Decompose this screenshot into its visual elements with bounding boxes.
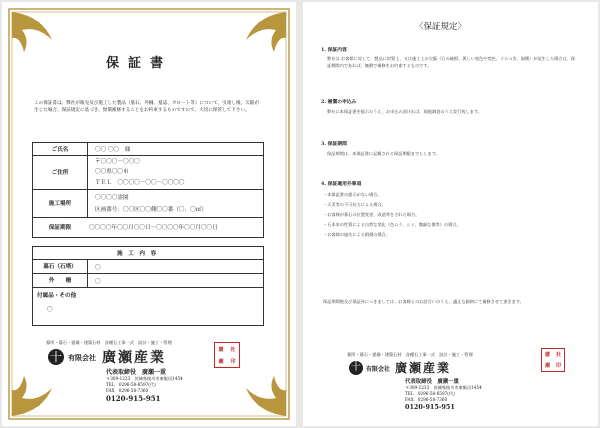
name-label: ご氏名 xyxy=(33,143,88,155)
section-4-heading: 4. 保証適用外事項 xyxy=(321,181,362,187)
fence-label: 外 柵 xyxy=(33,273,88,287)
section-2-heading: 2. 補償の申込み xyxy=(321,99,357,105)
postal-code: 〒〇〇〇－〇〇〇 xyxy=(95,159,140,165)
section-1-heading: 1. 保証内容 xyxy=(321,47,347,53)
company-address: 〒309-1233 茨城県桜川市東飯田1454 xyxy=(106,376,183,381)
company-representative-right: 代表取締役 廣瀬一重 xyxy=(405,379,459,385)
company-prefix: 有限会社 xyxy=(68,353,96,362)
company-seal: 廣 社 瀬 印 xyxy=(214,342,240,368)
company-name: 廣瀬産業 xyxy=(102,350,166,366)
company-fax: FAX 0296-58-7360 xyxy=(106,388,149,393)
address-label: ご住所 xyxy=(33,155,88,189)
period-label: 保証期限 xyxy=(48,225,72,231)
section-4-body: ・本保証書の提示がない場合。 ・天災等の不可抗力による場合。 ・お客様が墓石の位置変更、改造等をされた場合。 ・石本来の性質による自然な変化（色ムラ、シミ、微細な傷等）の場合。 ・お客様の過失による損傷の場合。 xyxy=(323,192,461,237)
company-prefix-right: 有限会社 xyxy=(366,366,391,373)
telephone: ＴＥＬ 〇〇〇〇－〇〇－〇〇〇〇 xyxy=(95,180,185,186)
site-label: 施工場所 xyxy=(33,189,88,217)
fence-value: 〇 xyxy=(95,279,101,285)
section-3-body: 保証期間は、本保証書に記載される保証期限までとします。 xyxy=(327,151,440,156)
section-1-body: 弊社は お客様に対して、製品に材質上、又は施工上の欠陥（石の破損、著しい変色や変色、ぐらつき、崩壊）が発生した場合は、保証期間内であれば、無償で補修をお約束するものです。 xyxy=(327,56,576,68)
company-address-right: 〒309-1233 茨城県桜川市東飯田1454 xyxy=(405,385,482,390)
name-value: 〇〇 〇〇 様 xyxy=(95,147,131,153)
company-freedial-right: 0120-915-951 xyxy=(405,403,455,411)
plot-number: 区画番号：〇〇区〇〇側〇〇番（〇．〇㎡） xyxy=(95,207,207,213)
company-freedial: 0120-915-951 xyxy=(106,394,161,403)
stone-label: 墓石（石塔） xyxy=(33,259,88,273)
section-3-heading: 3. 保証期間 xyxy=(321,141,347,147)
terms-footer: 保証期間後及び保証外につきましては、お客様とのお話合いのうえ、適正な価格にて補修させて頂きます。 xyxy=(323,299,524,304)
company-services: 墓所・墓石・霊廟・建築石材 各種石工事一式 設計・施工・管理 xyxy=(46,340,172,345)
company-name-right: 廣瀬産業 xyxy=(395,361,452,375)
customer-info-table xyxy=(32,142,264,238)
company-seal-right: 廣 社 瀬 印 xyxy=(541,348,565,372)
site-name: 〇〇〇〇霊園 xyxy=(95,195,129,201)
certificate-intro: この保証書は、弊社が販売及び施工した製品（墓石、外柵、墓誌、カロート等）について、引渡し後、欠陥が生じた場合、保証規定に基づき、無償補修することをお約束するものですので、大切に保管して下さい。 xyxy=(34,101,259,114)
terms-title: 〈保証規定〉 xyxy=(415,22,467,32)
company-logo-icon-right: 十 xyxy=(351,362,361,373)
company-fax-right: FAX 0296-58-7360 xyxy=(405,397,448,402)
company-logo-icon: 十 xyxy=(49,350,62,364)
company-tel-right: TEL 0296-58-6597(代) xyxy=(405,391,455,396)
extra-value: 〇 xyxy=(47,307,53,313)
city: 〇〇県〇〇市 xyxy=(95,169,129,175)
work-content-table xyxy=(32,246,264,326)
company-services-right: 墓所・墓石・霊廟・建築石材 各種石工事一式 設計・施工・管理 xyxy=(347,352,473,357)
company-tel: TEL 0296-58-6597(代) xyxy=(106,382,156,387)
warranty-certificate-page xyxy=(2,2,296,426)
company-representative: 代表取締役 廣瀬一重 xyxy=(106,369,167,376)
work-header: 施 工 内 容 xyxy=(117,251,157,257)
certificate-title: 保証書 xyxy=(106,56,173,71)
warranty-terms-page xyxy=(303,2,598,426)
extra-label: 付属品・その他 xyxy=(37,293,77,299)
stone-value: 〇 xyxy=(95,265,101,271)
section-2-body: 弊社に本保証書を提示のうえ、お申込み頂ければ、現地調査のうえ実行致します。 xyxy=(327,109,482,114)
period-value: 〇〇〇〇年〇〇月〇〇日～〇〇〇〇年〇〇月〇〇日 xyxy=(89,225,218,231)
